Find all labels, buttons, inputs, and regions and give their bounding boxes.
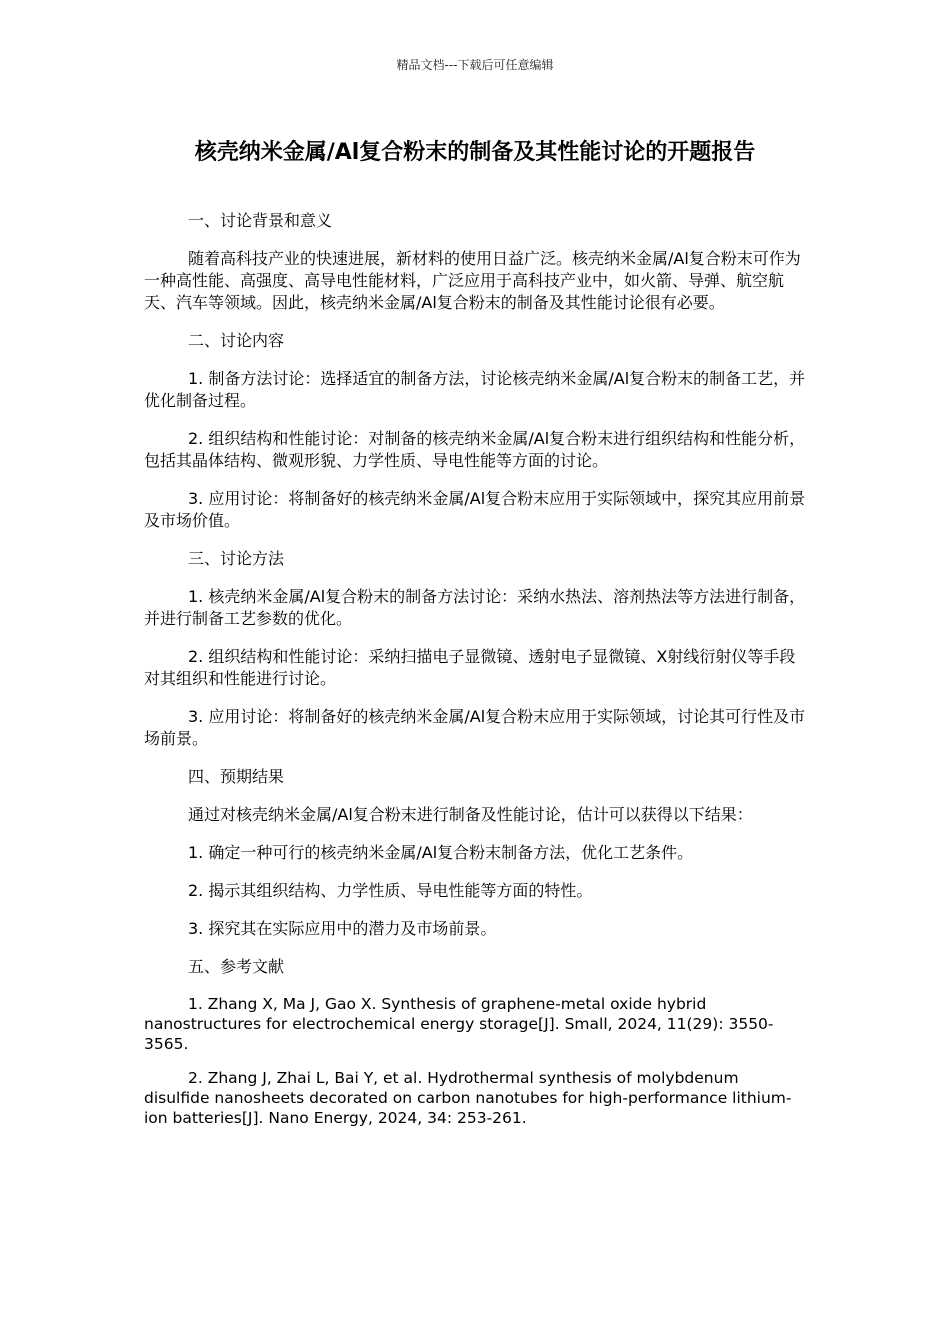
list-item-results-2: 2. 揭示其组织结构、力学性质、导电性能等方面的特性。 bbox=[188, 881, 593, 900]
section-heading-results: 四、预期结果 bbox=[188, 767, 285, 786]
reference-item-1: 1. Zhang X, Ma J, Gao X. Synthesis of graphene-metal oxide hybrid nanostructures for electrochemical energy storage[J]. Small, 2024, 11(29): 3550-3565. bbox=[144, 995, 774, 1053]
list-item-results-1: 1. 确定一种可行的核壳纳米金属/Al复合粉末制备方法，优化工艺条件。 bbox=[188, 843, 694, 862]
section-heading-content: 二、讨论内容 bbox=[188, 331, 285, 350]
list-item-content-1: 1. 制备方法讨论：选择适宜的制备方法，讨论核壳纳米金属/Al复合粉末的制备工艺，并优化制备过程。 bbox=[144, 369, 806, 410]
paragraph-background: 随着高科技产业的快速进展，新材料的使用日益广泛。核壳纳米金属/Al复合粉末可作为一种高性能、高强度、高导电性能材料，广泛应用于高科技产业中，如火箭、导弹、航空航天、汽车等领域。因此，核壳纳米金属/Al复合粉末的制备及其性能讨论很有必要。 bbox=[144, 249, 801, 312]
section-heading-references: 五、参考文献 bbox=[188, 957, 285, 976]
document-body bbox=[144, 210, 808, 1142]
list-item-results-3: 3. 探究其在实际应用中的潜力及市场前景。 bbox=[188, 919, 497, 938]
section-heading-methods: 三、讨论方法 bbox=[188, 549, 285, 568]
list-item-methods-2: 2. 组织结构和性能讨论：采纳扫描电子显微镜、透射电子显微镜、X射线衍射仪等手段对其组织和性能进行讨论。 bbox=[144, 647, 796, 688]
paragraph-results-intro: 通过对核壳纳米金属/Al复合粉末进行制备及性能讨论，估计可以获得以下结果： bbox=[188, 805, 753, 824]
reference-item-2: 2. Zhang J, Zhai L, Bai Y, et al. Hydrothermal synthesis of molybdenum disulfide nanosheets decorated on carbon nanotubes for high-performance lithium-ion batteries[J]. Nano Energy, 2024, 34: 253-261. bbox=[144, 1069, 792, 1127]
page-header: 精品文档---下载后可任意编辑 bbox=[396, 58, 554, 72]
list-item-content-2: 2. 组织结构和性能讨论：对制备的核壳纳米金属/Al复合粉末进行组织结构和性能分析，包括其晶体结构、微观形貌、力学性质、导电性能等方面的讨论。 bbox=[144, 429, 806, 470]
section-heading-background: 一、讨论背景和意义 bbox=[188, 211, 333, 230]
list-item-methods-1: 1. 核壳纳米金属/Al复合粉末的制备方法讨论：采纳水热法、溶剂热法等方法进行制备，并进行制备工艺参数的优化。 bbox=[144, 587, 806, 628]
document-title: 核壳纳米金属/Al复合粉末的制备及其性能讨论的开题报告 bbox=[194, 140, 756, 165]
list-item-content-3: 3. 应用讨论：将制备好的核壳纳米金属/Al复合粉末应用于实际领域中，探究其应用前景及市场价值。 bbox=[144, 489, 806, 530]
list-item-methods-3: 3. 应用讨论：将制备好的核壳纳米金属/Al复合粉末应用于实际领域，讨论其可行性及市场前景。 bbox=[144, 707, 806, 748]
